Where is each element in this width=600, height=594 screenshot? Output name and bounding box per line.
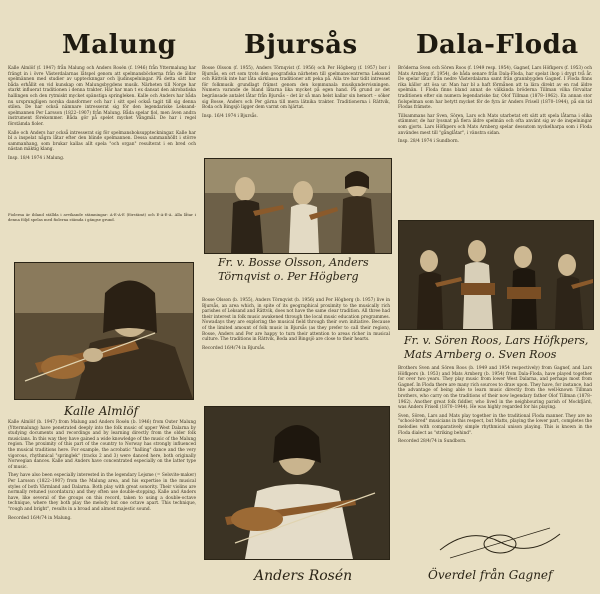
dalafloda-sv-paragraph-2: Tillsammans har Sven, Sören, Lars och Mats utarbetat ett sätt att spela låtarna i olika stämmor, de har lyssnat på flera äldre spelmän och ofta använt sig av de inspelningar som gjorts. Lars Höfkpers och Mats Arnberg spelar dessutom nyckelharpa som i Floda användes mest till "gånglåtar", i vänstra sidan.: [398, 113, 592, 136]
malung-en-paragraph-2: They have also been especially interested in the legendary Lejsme (= Selsvite-maker) Per Larsson (1822–1907) from the Malung area, and his expertise in the musical styles of both Värmland and Dalarna. Both play with great sonority. Their violins are normally retuned (scordatura) and they often use double-stopping. Kalle and Anders have, like several of the groups on this record, taken to using a double-octave technique, where they both play the melody but one octave apart. This technique, "rough and bright", results in a broad and almost majestic sound.: [8, 473, 196, 512]
dalafloda-english-text: [398, 366, 592, 448]
signature-overdel-fran-gagnef: Överdel från Gagnef: [428, 568, 553, 582]
title-malung: Malung: [62, 30, 177, 60]
fiddle-sketch-illustration: [430, 520, 570, 564]
bjursas-en-paragraph: Bosse Olsson (b. 1955), Anders Törnqvist (b. 1956) and Per Högberg (b. 1957) live in Bjursås, an area which, in spite of its geographical proximity to the musically rich parishes of Leksand and Rättvik, does not have the same clear tradition. All three had their interest in folk music awakened through the local music education programmes. Nowadays they are exploring the musical field through their own initiative. Because of the limited amount of folk music in Bjursås (as they prefer to call their region), Bosse, Anders and Per are happy to turn their attention to areas richer in musical culture. The traditions in Rättvik, Boda and Bingsjö are close to their hearts.: [202, 298, 390, 343]
caption-bjursas-trio: Fr. v. Bosse Olsson, Anders Törnqvist o. Per Högberg: [218, 256, 369, 283]
dalafloda-en-paragraph: Brothers Sven and Sören Roos (b. 1949 and 1954 respectively) from Gagnef, and Lars Höfkpers (b. 1953) and Mats Arnberg (b. 1954) from Dala-Floda, have played together for over two years. They play music from lower West Dalarna, and perhaps most from Gagnef. In Floda there are many rich sources to draw upon. They have, for instance, had the advantage of being able to learn music directly from the well-known Tillman brothers, who carry on the traditions of their now legendary father Olof Tillman (1878–1962). Another great folk fiddler, who lived in the neighbouring parish of Mockfjärd, was Anders Frisell (1870–1944). He was highly regarded for his playing.: [398, 366, 592, 411]
caption-kalle-almlof: Kalle Almlöf: [64, 404, 139, 418]
title-dala-floda: Dala-Floda: [416, 30, 579, 60]
malung-en-paragraph: Kalle Almlöf (b. 1947) from Malung and Anders Rosén (b. 1946) from Outer Malung (Yttermalung) have penetrated deeply into the folk music of upper West Dalarna by studying documents and recordings and by learning directly from the older folk musicians. In this way they have gained a wide knowledge of the music of the Malung region. The proximity of this part of the country to Norway has strongly influenced the musical traditions here. For example, the acrobatic "halling" dance and the very vigorous, rhythmical "springlek" (tracks 2 and 3) were danced here, both originally Norwegian dances. Kalle and Anders have concentrated especially on the latter type of music.: [8, 420, 196, 470]
photo-kalle-almlof: [14, 262, 194, 400]
bjursas-sv-recording: Insp. 16/4 1974 i Bjursås.: [202, 113, 258, 119]
malung-sv-paragraph-2: Kalle och Anders har också intresserat sig för spelmansboksuppteckningar. Kalle har bl a inspelat några låtar efter den blinde spelmannen. Dessa sammanhöllt i större sammanhang, som brukar kallas allt spela "och organ" resulterat i en bred och nästan mäktig klang.: [8, 130, 196, 153]
bjursas-en-recording: Recorded 16/4/74 in Bjursås.: [202, 345, 266, 351]
title-bjursas: Bjursås: [244, 30, 358, 60]
dalafloda-en-paragraph-2: Sven, Sören, Lars and Mats play together in the traditional Floda manner. They are no "school-bred" musicians in this respect, but Matts, playing the lower part, completes the melodies with comparatively simple rhythmical unison playing. This is known in the Floda dialect as "striking behind".: [398, 413, 592, 436]
malung-sv-paragraph: Kalle Almlöf (f. 1947) från Malung och Anders Rosén (f. 1946) från Yttermalung har frängt in i övre Västerdalarnas låtspel genom att spelmansböckerna från de äldre spelmännen med studier av upptecknngar och ljudinspelningar. På detta sätt har båda erhållit en vid kunskap om Malungsbygdens musik. Närheten till Norge har starkt influerat traditionen i denna trakter. Här har man t ex dansat den akrobatiska hallingen och den rytmiskt mycket spänstiga springleken. Kalle och Anders har båda nu ursprungligen norska dansformer och har i sitt spel också tagit till sig denna stilen. De har också nämnare intresserat sig för den legendariske Leksand-spelmannen Per Larsson (1822–1907) från Malung. Båda spelar fiol, men även andra instrument förekommer. Båda gör på spelet mycket Vångmål. De har i regel förstämda fioler.: [8, 66, 196, 127]
malung-swedish-text: [8, 66, 196, 165]
malung-note-text: Fiolerna är ibland ställda i avvikande stämningar: A-E-A-E (förstämt) och E-A-E-A. Alla låtar i denna följd spelas med fiolerna stämda i gängse grund.: [8, 212, 196, 222]
dalafloda-swedish-text: [398, 66, 592, 148]
dalafloda-sv-recording: Insp. 28/4 1974 i Sundborn.: [398, 139, 459, 145]
dalafloda-sv-paragraph: Bröderna Sven och Sören Roos (f. 1949 resp. 1954), Gagnef, Lars Höfkpers (f. 1953) och Mats Arnberg (f. 1954), de båda senare från Dala-Floda, har spelat ihop i drygt två år. De spelar låtar från nedre Västerdalarna samt från grannbygden Gagnef. I Floda finns rika källor att ösa ur. Man har bl a haft förmånen att ta lära direkt av en rad äldre spelmän. I Floda finns bland annat de välkända bröderna Tillman vilka förvaltar traditionen efter sin numera legendariske far, Olof Tillman (1878–1962). En annan stor fiolspelman som har betytt mycket för de fyra är Anders Frisell (1870–1944), på sin tid Flodas främste.: [398, 66, 592, 111]
bjursas-english-text: [202, 298, 390, 354]
malung-sv-recording: Insp. 18/4 1974 i Malung.: [8, 155, 65, 161]
signature-anders-rosen: Anders Rosén: [254, 568, 353, 584]
photo-anders-rosen: [204, 406, 390, 560]
caption-dalafloda-quartet: Fr. v. Sören Roos, Lars Höfkpers, Mats Arnberg o. Sven Roos: [404, 334, 589, 361]
photo-dalafloda-quartet: [398, 220, 594, 330]
malung-note: [8, 212, 196, 225]
dalafloda-en-recording: Recorded 28/4/74 in Sundborn.: [398, 439, 467, 445]
photo-bjursas-trio: [204, 158, 392, 254]
malung-en-recording: Recorded 16/4/74 in Malung.: [8, 515, 72, 521]
bjursas-sv-paragraph: Bosse Olsson (f. 1955), Anders Törnqvist (f. 1956) och Per Högberg (f. 1957) bor i Bjursås, en ort som trots den geografiska närheten till spelmanscentrerna Leksand och Rättvik inte har låta särklassa traditioner att peka på. Alla tre har tidit intresset för folkmusik grundlagt främst genom den kommunala musikundervisningen. Numera varande de bland låtarna lika mycket på egen hand. På grund av det begränsade antalet låtar från Bjursås – det är så man helst kallar sin hemort – söker sig Bosse, Anders och Per gärna till mera lätnika trakter. Traditionerna i Rättvik, Boda och Bingsjö ligger dem varmt om hjärtat.: [202, 66, 390, 111]
bjursas-swedish-text: [202, 66, 390, 122]
malung-english-text: [8, 420, 196, 524]
